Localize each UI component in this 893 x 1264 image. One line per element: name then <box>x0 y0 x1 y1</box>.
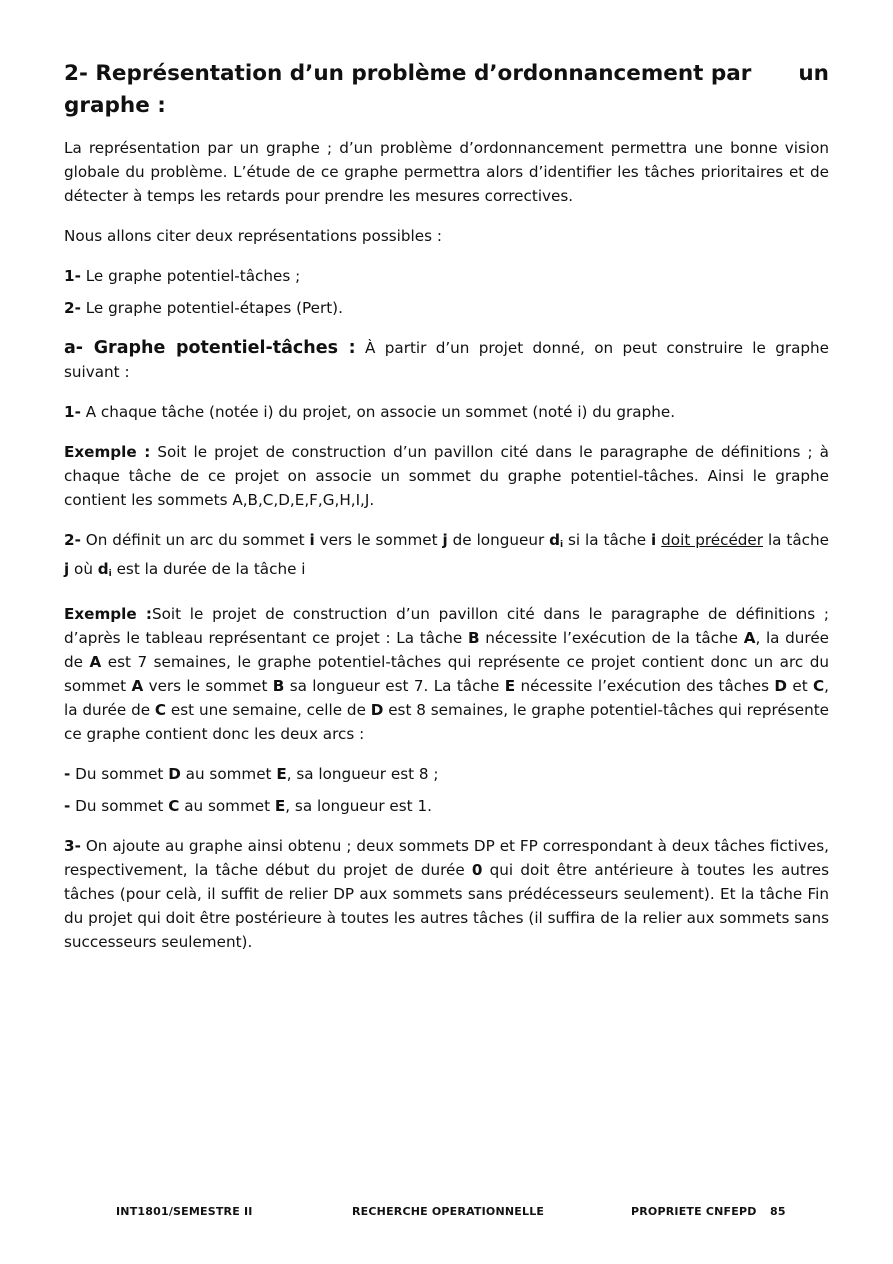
rule-3-paragraph: 3- On ajoute au graphe ainsi obtenu ; deux sommets DP et FP correspondant à deux tâches fictives, respectivement, la tâche début du projet de durée 0 qui doit être antérieure à toutes les autres tâches (pour celà, il suffit de relier DP aux sommets sans prédécesseurs seulement). Et la tâche Fin du projet qui doit être postérieure à toutes les autres tâches (il suffira de la relier aux sommets sans successeurs seulement). <box>64 837 829 951</box>
rule-2-paragraph: 2- On définit un arc du sommet i vers le sommet j de longueur $d_i$ si la tâche i doit précéder la tâche j où $d_i$ est la durée de la tâche i <box>64 531 829 579</box>
heading-text-end: un <box>798 61 829 86</box>
footer-subject: RECHERCHE OPERATIONNELLE <box>352 1205 545 1218</box>
page-footer <box>0 1205 893 1221</box>
heading-text: 2- Représentation d’un problème d’ordonnancement par <box>64 61 752 86</box>
rule-1-paragraph: 1- A chaque tâche (notée i) du projet, on associe un sommet (noté i) du graphe. <box>64 403 676 421</box>
example-label: Exemple : <box>64 605 152 623</box>
list-item: 2- Le graphe potentiel-étapes (Pert). <box>64 299 343 317</box>
section-a-title: a- Graphe potentiel-tâches : <box>64 338 356 358</box>
example-1-paragraph: Exemple : Soit le projet de construction d’un pavillon cité dans le paragraphe de définitions ; à chaque tâche de ce projet on associe un sommet du graphe potentiel-tâches. Ainsi le graphe contient les sommets A,B,C,D,E,F,G,H,I,J. <box>64 443 829 509</box>
arc-item: - Du sommet C au sommet E, sa longueur est 1. <box>64 797 432 815</box>
example-2-paragraph: Exemple :Soit le projet de construction d’un pavillon cité dans le paragraphe de définitions ; d’après le tableau représentant ce projet : La tâche B nécessite l’exécution de la tâche A, la durée de A est 7 semaines, le graphe potentiel-tâches qui représente ce projet contient donc un arc du sommet A vers le sommet B sa longueur est 7. La tâche E nécessite l’exécution des tâches D et C, la durée de C est une semaine, celle de D est 8 semaines, le graphe potentiel-tâches qui représente ce graphe contient donc les deux arcs : <box>64 605 830 743</box>
section-heading <box>64 58 829 122</box>
arc-item: - Du sommet D au sommet E, sa longueur est 8 ; <box>64 765 439 783</box>
footer-course: INT1801/SEMESTRE II <box>116 1205 253 1218</box>
underlined-text: doit précéder <box>661 531 764 549</box>
section-a-paragraph: a- Graphe potentiel-tâches : À partir d’un projet donné, on peut construire le graphe suivant : <box>64 338 829 381</box>
heading-line-2: graphe : <box>64 93 166 118</box>
page-number: 85 <box>770 1205 786 1218</box>
intro-paragraph: La représentation par un graphe ; d’un problème d’ordonnancement permettra une bonne vision globale du problème. L’étude de ce graphe permettra alors d’identifier les tâches prioritaires et de détecter à temps les retards pour prendre les mesures correctives. <box>64 139 829 205</box>
heading-line-1 <box>64 58 829 90</box>
list-item: 1- Le graphe potentiel-tâches ; <box>64 267 301 285</box>
document-page <box>64 58 829 970</box>
example-label: Exemple : <box>64 443 151 461</box>
cite-paragraph: Nous allons citer deux représentations possibles : <box>64 227 442 245</box>
footer-owner: PROPRIETE CNFEPD <box>631 1205 757 1218</box>
